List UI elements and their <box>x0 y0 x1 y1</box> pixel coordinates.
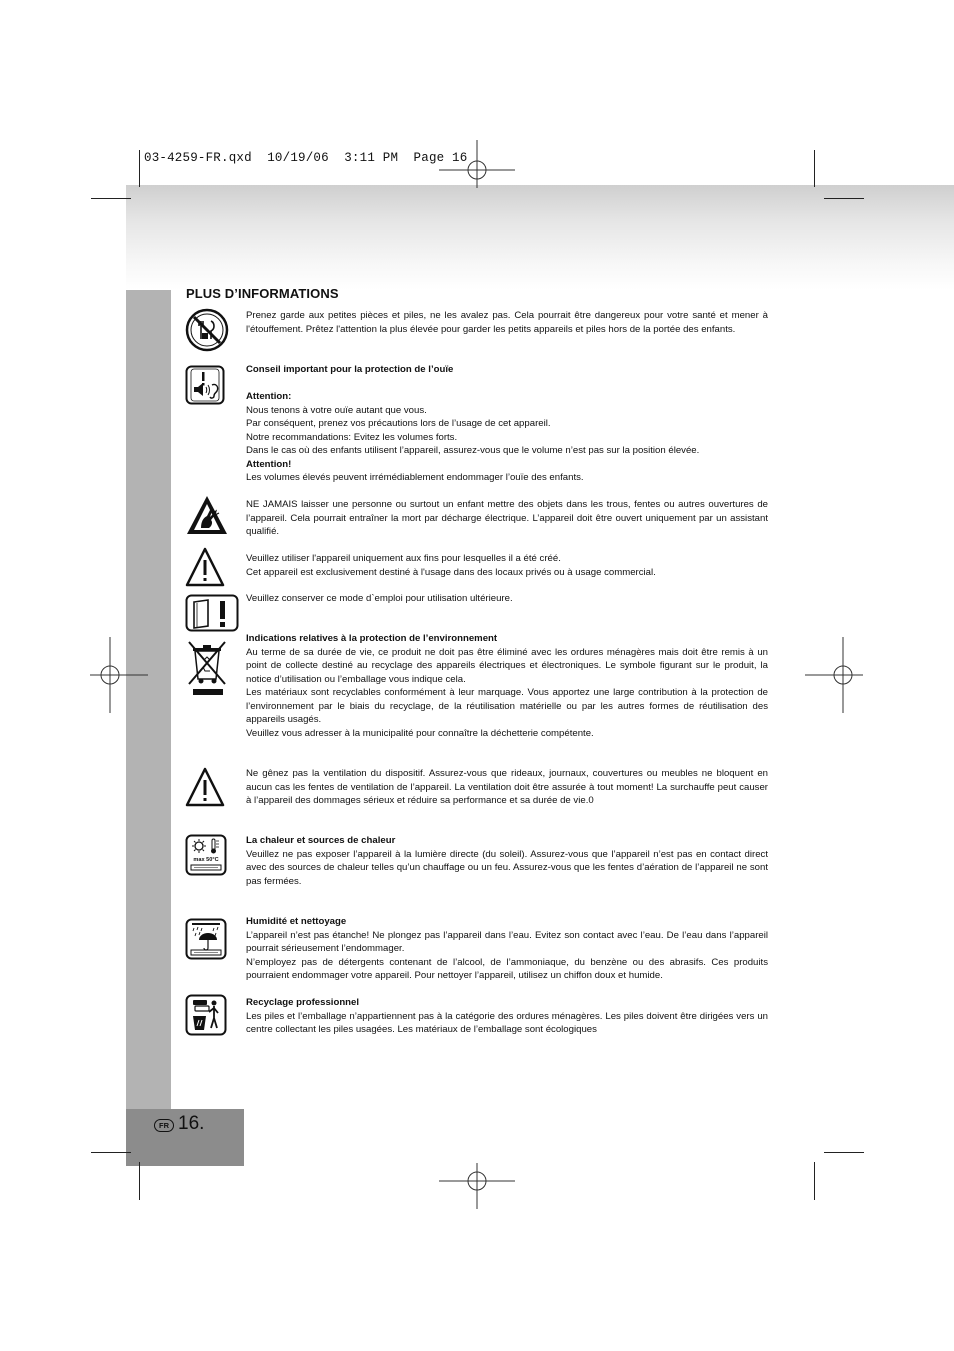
hearing-warning-icon <box>185 365 225 405</box>
electric-text <box>246 498 768 539</box>
crop-mark <box>814 150 815 187</box>
hearing-line: Notre recommandations: Evitez les volumes forts. <box>246 431 458 443</box>
crop-mark <box>814 1162 815 1200</box>
registration-mark-icon <box>70 635 150 715</box>
environment-paragraph: Au terme de sa durée de vie, ce produit ne doit pas être éliminé avec les ordures ménagères mais doit être remis à un point de collecte destiné au recyclage des appareils électriques et électroniques. Le symbole figurant sur le produit, la notice d’utilisation ou l’emballage vous indique cela. <box>246 646 768 685</box>
humidity-paragraph: N’employez pas de détergents contenant de l’alcool, de l’ammoniaque, du benzène ou des abrasifs. Ces produits pourraient endommager votre appareil. Pour nettoyer l’appareil, utilisez un chiffon doux et humide. <box>246 956 768 981</box>
small-parts-paragraph: Prenez garde aux petites pièces et piles, ne les avalez pas. Cela pourrait être dangereux pour votre santé et mener à l'étouffement. Prêtez l'attention la plus élevée pour garder les petits appareils et piles hors de la portée des enfants. <box>246 310 768 335</box>
environment-heading: Indications relatives à la protection de l’environnement <box>246 633 498 644</box>
environment-text <box>246 632 768 740</box>
heat-sun-thermometer-icon <box>185 834 227 876</box>
heat-icon-label: max 50°C <box>193 857 219 863</box>
small-parts-text <box>246 309 768 336</box>
registration-mark-icon <box>803 635 883 715</box>
hearing-line: Dans le cas où des enfants utilisent l’appareil, assurez-vous que le volume n’est pas sur la position élevée. <box>246 445 700 456</box>
ventilation-paragraph: Ne gênez pas la ventilation du dispositif. Assurez-vous que rideaux, journaux, couvertures ou meubles ne bloquent en aucun cas les fentes de ventilation de l’appareil. La ventilation doit être assurée à tout moment! La surchauffe peut causer à l’appareil des dommages sérieux et réduire sa performance et sa durée de vie.0 <box>246 768 768 806</box>
ventilation-text <box>246 767 768 808</box>
environment-paragraph: Veuillez vous adresser à la municipalité pour connaître la déchetterie compétente. <box>246 727 594 739</box>
heat-paragraph: Veuillez ne pas exposer l’appareil à la lumière directe (du soleil). Assurez-vous que l’appareil n’est pas en contact direct avec des sources de chaleur telles qu’un chauffage ou un feu. Assurez-vous que les fentes d’aération de l’appareil ne sont pas fermées. <box>246 848 768 887</box>
language-badge: FR <box>154 1119 174 1132</box>
electric-shock-warning-icon <box>185 494 229 536</box>
heat-heading: La chaleur et sources de chaleur <box>246 835 396 846</box>
print-file-header: 03-4259-FR.qxd 10/19/06 3:11 PM Page 16 <box>144 151 468 165</box>
attention-label: Attention: <box>246 391 292 402</box>
electric-paragraph: NE JAMAIS laisser une personne ou surtout un enfant mettre des objets dans les trous, fentes ou autres ouvertures de l’appareil. Cela pourrait entraîner la mort par décharge électrique. L’appareil doit être ouvert uniquement par un assistant qualifié. <box>246 499 768 537</box>
header-gradient-band <box>126 185 954 290</box>
crop-mark <box>139 1162 140 1200</box>
crop-mark <box>824 198 864 199</box>
manual-note-icon <box>185 594 239 632</box>
registration-mark-icon <box>437 1141 517 1221</box>
hearing-line: Par conséquent, prenez vos précautions lors de l’usage de cet appareil. <box>246 418 551 429</box>
page-number: 16. <box>178 1113 205 1134</box>
attention-label: Attention! <box>246 458 292 470</box>
registration-mark-icon <box>437 130 517 210</box>
no-small-parts-icon <box>185 308 229 352</box>
recycling-heading: Recyclage professionnel <box>246 997 360 1008</box>
crop-mark <box>139 150 140 187</box>
recycling-text <box>246 996 768 1037</box>
crop-mark <box>824 1152 864 1153</box>
crop-mark <box>91 1152 131 1153</box>
humidity-heading: Humidité et nettoyage <box>246 916 347 927</box>
section-title: PLUS D’INFORMATIONS <box>186 286 339 301</box>
usage-line: Veuillez utiliser l'appareil uniquement aux fins pour lesquelles il a été créé. <box>246 553 561 564</box>
environment-paragraph: Les matériaux sont recyclables conformément à leur marquage. Vous apportez une large contribution à la protection de l’environnement par le biais du recyclage, de la réutilisation matérielle ou par les autres formes de réutilisation des appareils usagés. <box>246 687 768 725</box>
hearing-line: Les volumes élevés peuvent irrémédiablement endommager l’ouïe des enfants. <box>246 472 584 483</box>
humidity-text <box>246 915 768 983</box>
hearing-heading: Conseil important pour la protection de l’ouïe <box>246 364 454 375</box>
crossed-bin-icon <box>185 640 229 698</box>
hearing-line: Nous tenons à votre ouïe autant que vous. <box>246 404 427 416</box>
manual-text <box>246 592 768 606</box>
warning-triangle-icon <box>185 766 225 808</box>
warning-triangle-icon <box>185 546 225 588</box>
recycling-paragraph: Les piles et l’emballage n’appartiennent pas à la catégorie des ordures ménagères. Les piles doivent être dirigées vers un centre collectant les piles usagées. Les matériaux de l’emballage sont écologiques <box>246 1010 768 1035</box>
rain-umbrella-icon <box>185 918 227 960</box>
crop-mark <box>91 198 131 199</box>
usage-text <box>246 552 768 579</box>
usage-line: Cet appareil est exclusivement destiné à l'usage dans des locaux privés ou à usage commercial. <box>246 566 656 578</box>
hearing-text <box>246 363 768 485</box>
manual-paragraph: Veuillez conserver ce mode d`emploi pour utilisation ultérieure. <box>246 593 513 604</box>
humidity-paragraph: L’appareil n’est pas étanche! Ne plongez pas l’appareil dans l’eau. Evitez son contact avec l’eau. De l’eau dans l’appareil pourrait sérieusement l’endommager. <box>246 929 768 954</box>
heat-text <box>246 834 768 888</box>
battery-disposal-icon <box>185 994 227 1036</box>
